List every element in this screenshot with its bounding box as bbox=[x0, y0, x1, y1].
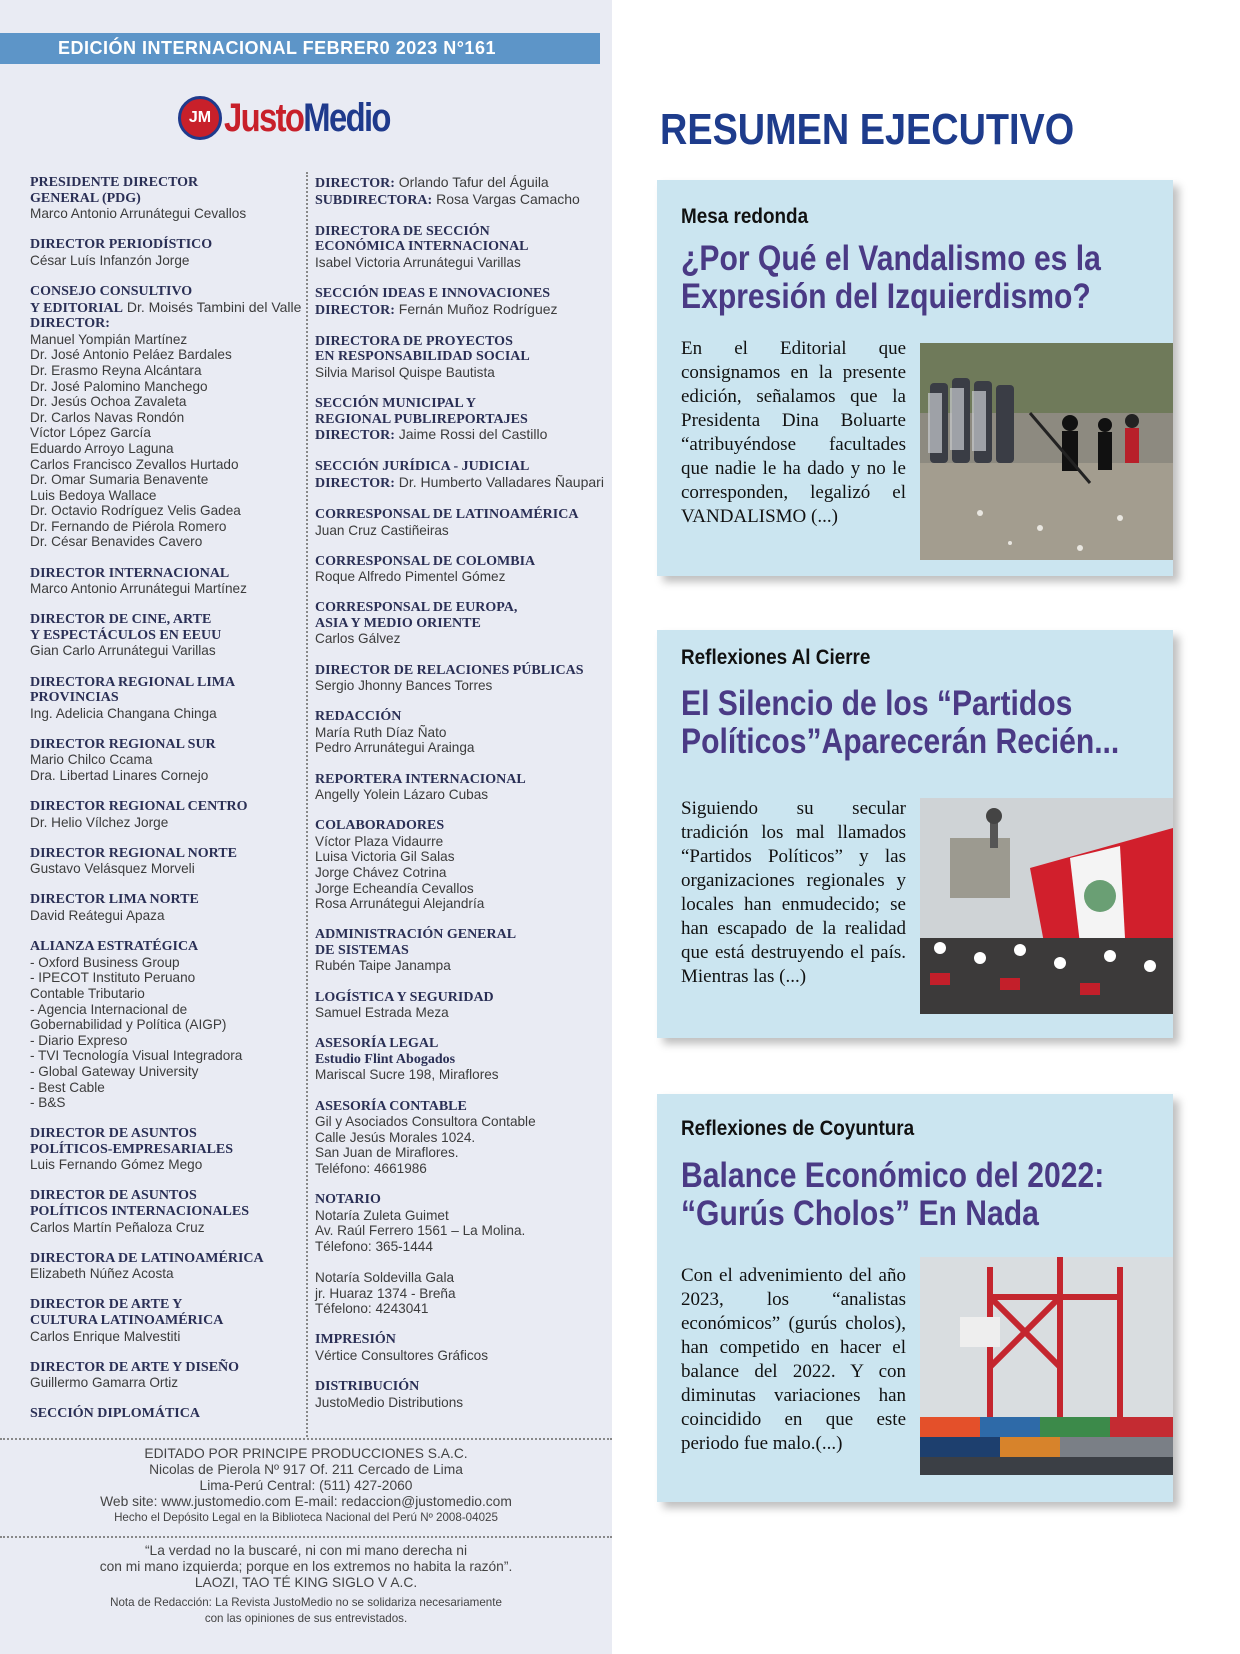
staff-names: Sergio Jhonny Bances Torres bbox=[315, 678, 493, 694]
edition-banner: EDICIÓN INTERNACIONAL FEBRER0 2023 N°161 bbox=[0, 33, 600, 64]
staff-entry bbox=[30, 1188, 305, 1235]
staff-names: Juan Cruz Castiñeiras bbox=[315, 522, 449, 538]
staff-names: Rubén Taipe Janampa bbox=[315, 958, 451, 974]
card-kicker: Reflexiones de Coyuntura bbox=[681, 1117, 915, 1140]
staff-role: CORRESPONSAL DE COLOMBIA bbox=[315, 553, 536, 569]
staff-entry bbox=[30, 237, 305, 268]
staff-entry bbox=[315, 927, 605, 974]
staff-entry bbox=[30, 846, 305, 877]
staff-role: SECCIÓN IDEAS E INNOVACIONES bbox=[315, 285, 551, 301]
port-cranes-photo bbox=[920, 1257, 1173, 1475]
logo-badge: JM bbox=[178, 96, 222, 140]
staff-names: Mario Chilco Ccama Dra. Libertad Linares Cornejo bbox=[30, 752, 209, 783]
staff-role: DIRECTOR PERIODÍSTICO bbox=[30, 237, 213, 253]
staff-entry bbox=[315, 709, 605, 756]
staff-names: Angelly Yolein Lázaro Cubas bbox=[315, 787, 489, 803]
staff-names: Elizabeth Núñez Acosta bbox=[30, 1266, 174, 1282]
staff-entry bbox=[315, 600, 605, 647]
staff-entry bbox=[315, 1332, 605, 1363]
staff-role: DIRECTOR DE ASUNTOS POLÍTICOS-EMPRESARIALES bbox=[30, 1126, 234, 1157]
card-kicker: Reflexiones Al Cierre bbox=[681, 646, 871, 669]
publisher-info bbox=[0, 1446, 612, 1526]
legal-deposit: Hecho el Depósito Legal en la Biblioteca Nacional del Perú Nº 2008-04025 bbox=[114, 1511, 498, 1524]
staff-entry bbox=[30, 612, 305, 659]
staff-entry bbox=[30, 1360, 305, 1391]
staff-entry bbox=[315, 175, 605, 208]
staff-role: SUBDIRECTORA: Rosa Vargas Camacho bbox=[315, 190, 580, 208]
article-card-vandalismo[interactable] bbox=[657, 180, 1173, 576]
logo-justo: Justo bbox=[224, 95, 304, 140]
staff-entry bbox=[315, 663, 605, 694]
staff-role: SECCIÓN MUNICIPAL Y REGIONAL PUBLIREPORTAJES bbox=[315, 395, 528, 427]
staff-names: Marco Antonio Arrunátegui Cevallos bbox=[30, 206, 247, 222]
staff-entry bbox=[315, 1192, 605, 1317]
staff-role: DIRECTORA REGIONAL LIMA PROVINCIAS bbox=[30, 674, 235, 706]
staff-names: Silvia Marisol Quispe Bautista bbox=[315, 364, 495, 380]
staff-role: DIRECTOR DE CINE, ARTE Y ESPECTÁCULOS EN EEUU bbox=[30, 612, 222, 643]
publisher-line: Nicolas de Pierola Nº 917 Of. 211 Cercado de Lima bbox=[149, 1462, 463, 1477]
staff-entry bbox=[315, 224, 605, 271]
staff-role: PRESIDENTE DIRECTOR GENERAL (PDG) bbox=[30, 175, 199, 206]
staff-role: SECCIÓN JURÍDICA - JUDICIAL bbox=[315, 459, 530, 475]
publisher-line: Lima-Perú Central: (511) 427-2060 bbox=[199, 1478, 413, 1493]
card-body: Con el advenimiento del año 2023, los “analistas económicos” (gurús cholos), han competido en hacer el balance del 2022. Y con diminutas variaciones han coincidido en que este periodo fue malo.(...) bbox=[681, 1265, 906, 1454]
card-headline[interactable]: ¿Por Qué el Vandalismo es la Expresión del Izquierdismo? bbox=[681, 239, 1101, 316]
justomedio-logo bbox=[178, 92, 426, 144]
staff-role: DIRECTOR REGIONAL CENTRO bbox=[30, 799, 248, 815]
staff-role: DIRECTOR: Fernán Muñoz Rodríguez bbox=[315, 300, 558, 318]
staff-names: Víctor Plaza Vidaurre Luisa Victoria Gil Salas Jorge Chávez Cotrina Jorge Echeandía Cevallos Rosa Arrunátegui Alejandría bbox=[315, 833, 485, 912]
riot-photo bbox=[920, 343, 1173, 560]
staff-names: Carlos Gálvez bbox=[315, 631, 401, 647]
staff-names: Carlos Enrique Malvestiti bbox=[30, 1328, 181, 1344]
staff-role: ALIANZA ESTRATÉGICA bbox=[30, 939, 199, 955]
card-kicker: Mesa redonda bbox=[681, 205, 809, 228]
staff-role: COLABORADORES bbox=[315, 818, 445, 834]
staff-role: DIRECTOR LIMA NORTE bbox=[30, 892, 199, 908]
staff-names: Vértice Consultores Gráficos bbox=[315, 1347, 489, 1363]
staff-role: DIRECTOR: Orlando Tafur del Águila bbox=[315, 174, 549, 191]
staff-names: Samuel Estrada Meza bbox=[315, 1005, 449, 1021]
staff-entry bbox=[315, 396, 605, 444]
footer-divider-bottom bbox=[0, 1536, 612, 1538]
card-headline[interactable]: Balance Económico del 2022: “Gurús Cholos” En Nada bbox=[681, 1156, 1105, 1233]
staff-entry bbox=[315, 459, 605, 491]
staff-names: María Ruth Díaz Ñato Pedro Arrunátegui Arainga bbox=[315, 724, 475, 756]
section-title: RESUMEN EJECUTIVO bbox=[660, 105, 1075, 154]
article-card-balance[interactable] bbox=[657, 1094, 1173, 1502]
quote-block bbox=[0, 1543, 612, 1627]
staff-names: Carlos Martín Peñaloza Cruz bbox=[30, 1219, 205, 1235]
staff-entry bbox=[30, 892, 305, 923]
staff-role: DIRECTOR DE ASUNTOS POLÍTICOS INTERNACIONALES bbox=[30, 1188, 249, 1220]
staff-entry bbox=[315, 334, 605, 381]
staff-role: DIRECTOR: Dr. Humberto Valladares Ñaupari bbox=[315, 473, 604, 491]
staff-entry bbox=[315, 1099, 605, 1177]
staff-names: Guillermo Gamarra Ortiz bbox=[30, 1375, 179, 1391]
staff-entry bbox=[30, 737, 305, 784]
staff-names: Isabel Victoria Arrunátegui Varillas bbox=[315, 254, 521, 270]
staff-role: DIRECTOR INTERNACIONAL bbox=[30, 565, 230, 581]
staff-entry bbox=[315, 1036, 605, 1083]
staff-role: REPORTERA INTERNACIONAL bbox=[315, 771, 526, 787]
staff-entry bbox=[315, 990, 605, 1021]
card-headline[interactable]: El Silencio de los “Partidos Políticos”Aparecerán Recién... bbox=[681, 684, 1120, 761]
staff-column-right bbox=[315, 175, 605, 1426]
publisher-line: Web site: www.justomedio.com E-mail: redaccion@justomedio.com bbox=[100, 1494, 512, 1509]
staff-names: Manuel Yompián Martínez Dr. José Antonio Peláez Bardales Dr. Erasmo Reyna Alcántara Dr. José Palomino Manchego Dr. Jesús Ochoa Zavaleta Dr. Carlos Navas Rondón Víctor López García Eduardo Arroyo Laguna Carlos Francisco Zevallos Hurtado Dr. Omar Sumaria Benavente Luis Bedoya Wallace Dr. Octavio Rodríguez Velis Gadea Dr. Fernando de Piérola Romero Dr. César Benavides Cavero bbox=[30, 331, 241, 550]
staff-role: DIRECTOR DE ARTE Y DISEÑO bbox=[30, 1359, 240, 1375]
staff-names: JustoMedio Distributions bbox=[315, 1394, 464, 1410]
staff-role: DIRECTOR DE RELACIONES PÚBLICAS bbox=[315, 662, 584, 678]
staff-names: Gian Carlo Arrunátegui Varillas bbox=[30, 643, 216, 659]
staff-entry bbox=[30, 939, 305, 1111]
logo-medio: Medio bbox=[303, 95, 390, 140]
staff-entry bbox=[30, 566, 305, 597]
quote-line: con mi mano izquierda; porque en los extremos no habita la razón”. bbox=[99, 1559, 513, 1574]
staff-role: ASESORÍA LEGAL Estudio Flint Abogados bbox=[315, 1036, 456, 1067]
staff-role: ASESORÍA CONTABLE bbox=[315, 1098, 467, 1114]
column-divider bbox=[306, 172, 308, 1437]
staff-entry bbox=[30, 1406, 305, 1422]
staff-entry bbox=[30, 175, 305, 222]
article-card-partidos[interactable] bbox=[657, 630, 1173, 1038]
staff-entry bbox=[315, 554, 605, 585]
staff-entry bbox=[30, 1297, 305, 1344]
protest-flag-photo bbox=[920, 798, 1173, 1014]
staff-names: Luis Fernando Gómez Mego bbox=[30, 1157, 203, 1173]
staff-role: NOTARIO bbox=[315, 1192, 381, 1207]
staff-names: Roque Alfredo Pimentel Gómez bbox=[315, 569, 506, 585]
staff-role: SECCIÓN DIPLOMÁTICA bbox=[30, 1406, 200, 1422]
editorial-note: con las opiniones de sus entrevistados. bbox=[204, 1612, 408, 1625]
staff-role: DIRECTORA DE PROYECTOS EN RESPONSABILIDAD SOCIAL bbox=[315, 333, 530, 365]
quote-author: LAOZI, TAO TÉ KING SIGLO V A.C. bbox=[194, 1575, 418, 1590]
staff-role: CORRESPONSAL DE EUROPA, ASIA Y MEDIO ORIENTE bbox=[315, 600, 518, 631]
staff-entry bbox=[30, 799, 305, 830]
staff-role: DIRECTOR DE ARTE Y CULTURA LATINOAMÉRICA bbox=[30, 1297, 224, 1329]
staff-column-left bbox=[30, 175, 305, 1438]
staff-role: CONSEJO CONSULTIVO Y EDITORIAL Dr. Moisés Tambini del Valle bbox=[30, 283, 302, 316]
footer-divider-top bbox=[0, 1438, 612, 1440]
staff-entry bbox=[30, 1251, 305, 1282]
staff-names: David Reátegui Apaza bbox=[30, 908, 165, 924]
staff-role: DIRECTOR REGIONAL SUR bbox=[30, 736, 216, 752]
card-body: En el Editorial que consignamos en la presente edición, señalamos que la Presidenta Dina Boluarte “atribuyéndose facultades que nadie le ha dado y no le corresponden, legalizó el VANDALISMO (...) bbox=[681, 338, 906, 527]
staff-entry bbox=[30, 284, 305, 550]
staff-role: DIRECTOR: Jaime Rossi del Castillo bbox=[315, 426, 548, 444]
staff-role: REDACCIÓN bbox=[315, 709, 402, 725]
staff-role: LOGÍSTICA Y SEGURIDAD bbox=[315, 989, 494, 1005]
editorial-note: Nota de Redacción: La Revista JustoMedio no se solidariza necesariamente bbox=[110, 1596, 502, 1609]
publisher-line: EDITADO POR PRINCIPE PRODUCCIONES S.A.C. bbox=[144, 1446, 468, 1461]
staff-names: - Oxford Business Group - IPECOT Instituto Peruano Contable Tributario - Agencia Internacional de Gobernabilidad y Política (AIGP) - Diario Expreso - TVI Tecnología Visual Integradora - Global Gateway University - Best Cable - B&S bbox=[30, 954, 243, 1111]
staff-names: Mariscal Sucre 198, Miraflores bbox=[315, 1067, 499, 1083]
staff-entry bbox=[315, 818, 605, 912]
staff-role: DIRECTORA DE LATINOAMÉRICA bbox=[30, 1250, 264, 1266]
staff-names: Notaría Zuleta Guimet Av. Raúl Ferrero 1561 – La Molina. Télefono: 365-1444 Notaría Soldevilla Gala jr. Huaraz 1374 - Breña Téfelono: 4243041 bbox=[315, 1207, 526, 1317]
staff-entry bbox=[315, 286, 605, 318]
staff-names: Marco Antonio Arrunátegui Martínez bbox=[30, 581, 247, 597]
staff-role: DIRECTORA DE SECCIÓN ECONÓMICA INTERNACIONAL bbox=[315, 223, 529, 255]
staff-role: CORRESPONSAL DE LATINOAMÉRICA bbox=[315, 506, 579, 522]
staff-names: César Luís Infanzón Jorge bbox=[30, 252, 190, 268]
staff-entry bbox=[315, 1379, 605, 1410]
staff-entry bbox=[315, 772, 605, 803]
staff-role: IMPRESIÓN bbox=[315, 1332, 396, 1348]
staff-names: Ing. Adelicia Changana Chinga bbox=[30, 705, 217, 721]
staff-role: ADMINISTRACIÓN GENERAL DE SISTEMAS bbox=[315, 927, 517, 958]
staff-names: Dr. Helio Vílchez Jorge bbox=[30, 814, 169, 830]
staff-role: DIRECTOR: bbox=[30, 316, 110, 332]
staff-entry bbox=[30, 1126, 305, 1173]
staff-role: DIRECTOR REGIONAL NORTE bbox=[30, 845, 237, 861]
staff-role: DISTRIBUCIÓN bbox=[315, 1378, 420, 1394]
card-body: Siguiendo su secular tradición los mal llamados “Partidos Políticos” y las organizaciones regionales y locales han enmudecido; se han escapado de la realidad que está destruyendo el país. Mientras las (...) bbox=[681, 798, 906, 987]
staff-names: Gustavo Velásquez Morveli bbox=[30, 861, 195, 877]
masthead-panel bbox=[0, 0, 612, 1654]
staff-entry bbox=[30, 675, 305, 722]
staff-names: Gil y Asociados Consultora Contable Calle Jesús Morales 1024. San Juan de Miraflores. Teléfono: 4661986 bbox=[315, 1114, 536, 1176]
quote-line: “La verdad no la buscaré, ni con mi mano derecha ni bbox=[144, 1543, 468, 1558]
staff-entry bbox=[315, 507, 605, 538]
